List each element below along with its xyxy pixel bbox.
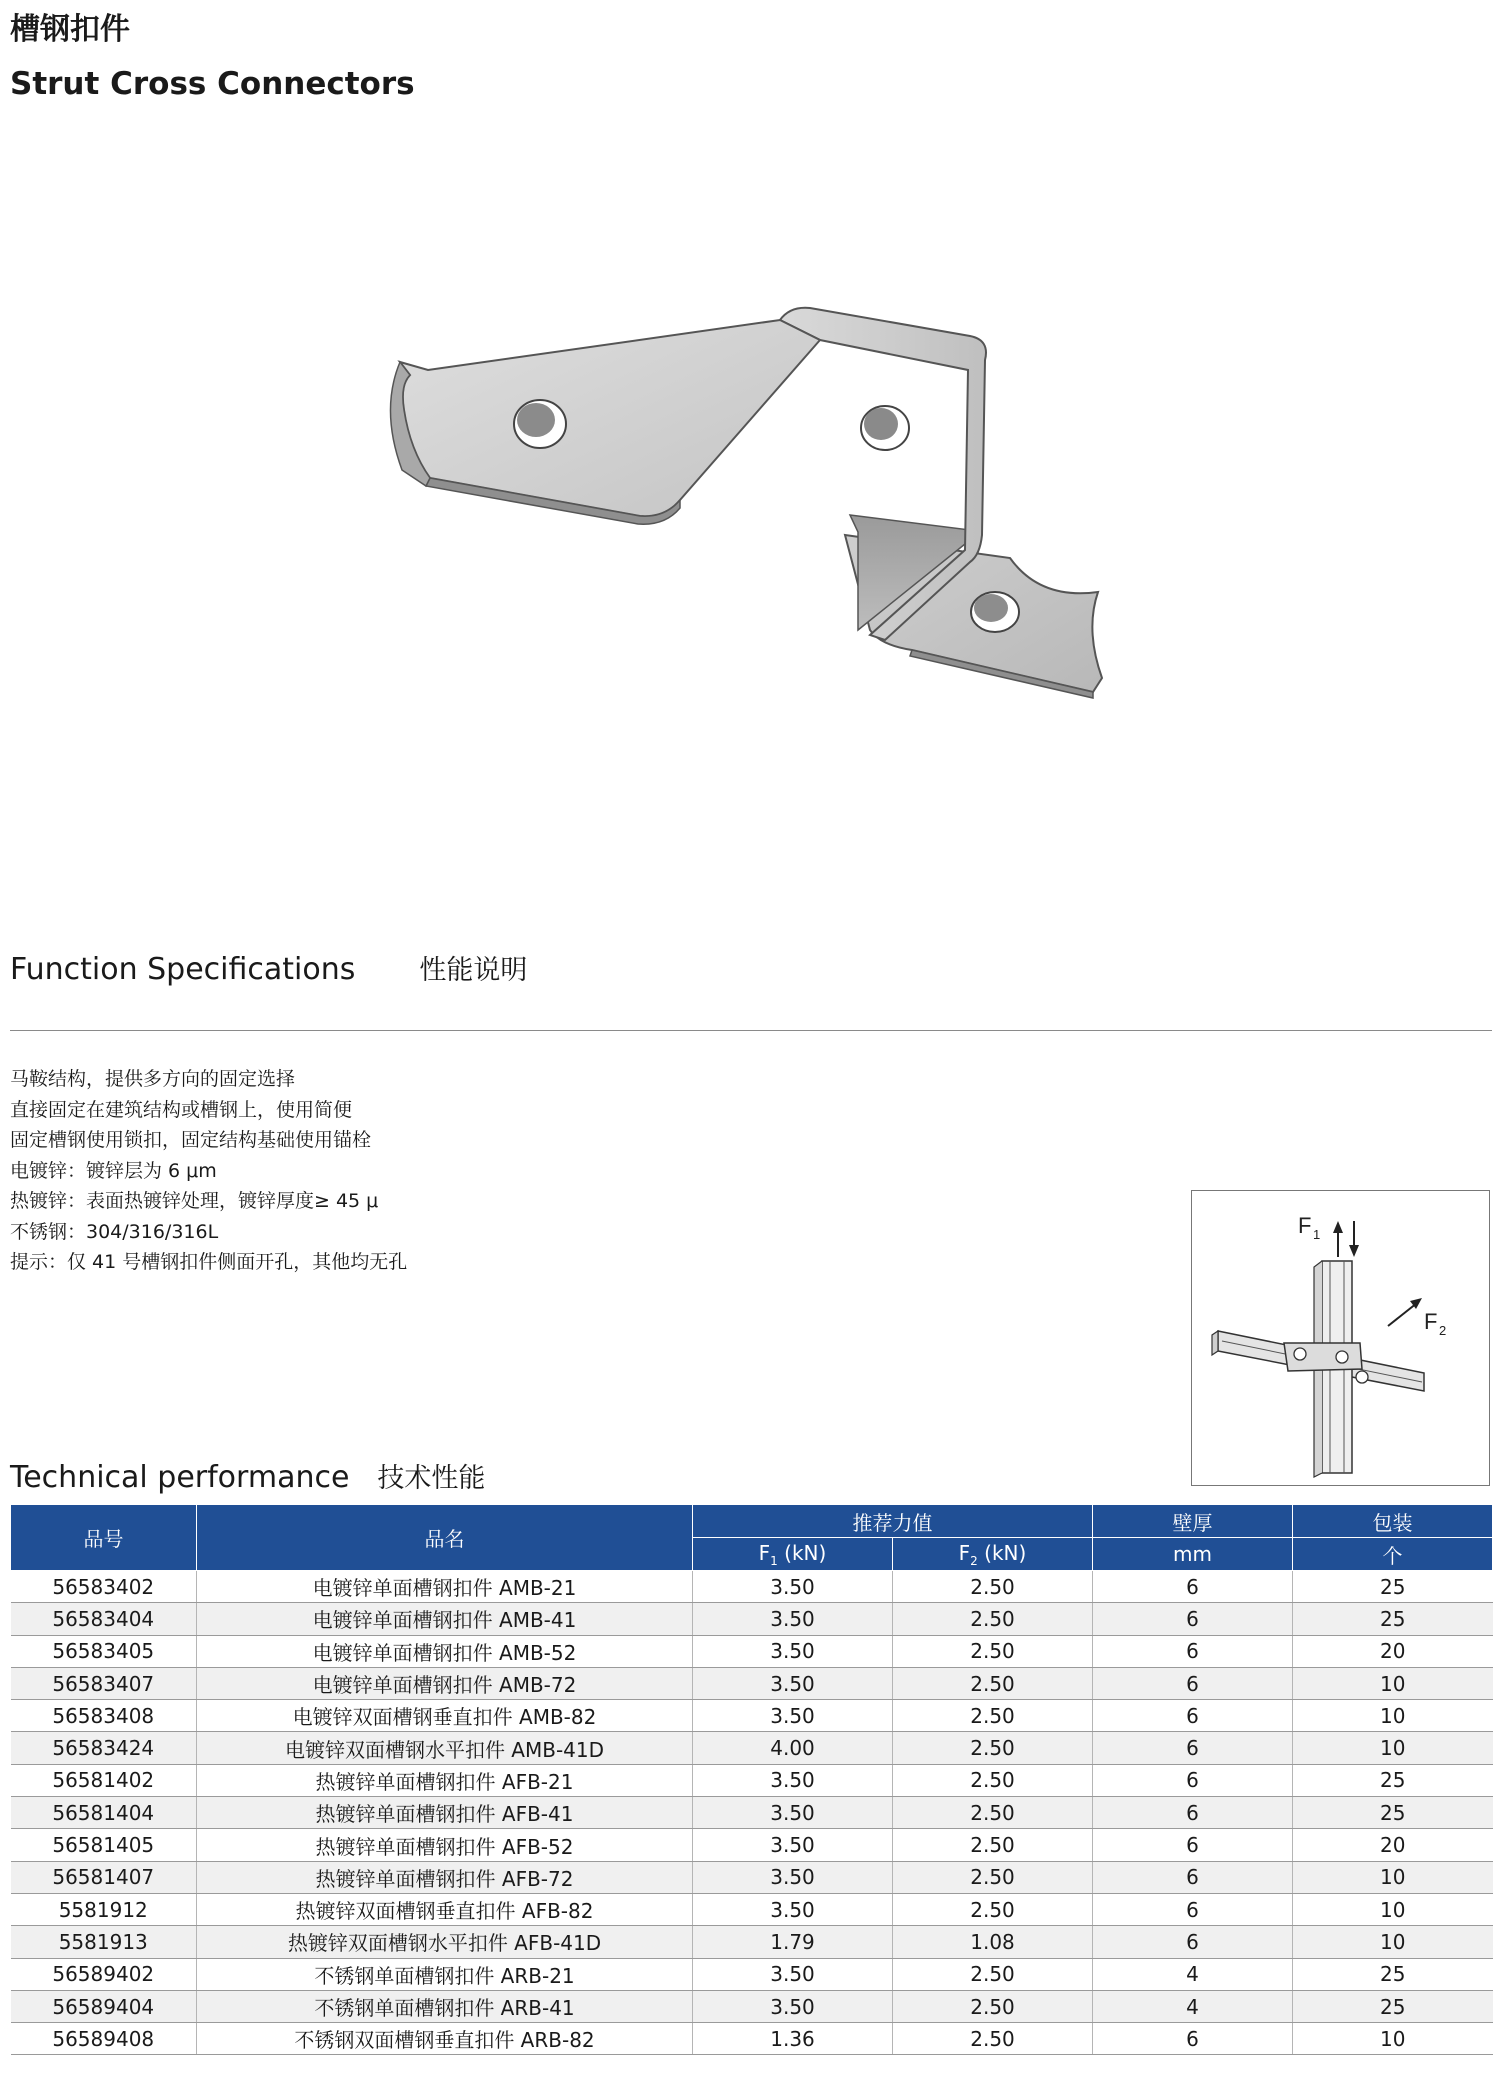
cell-package: 10: [1293, 1893, 1493, 1925]
cell-f1: 3.50: [693, 1635, 893, 1667]
cell-f2: 2.50: [893, 1764, 1093, 1796]
cell-f1: 3.50: [693, 1797, 893, 1829]
f1-sub: 1: [1313, 1227, 1321, 1242]
cell-name: 电镀锌单面槽钢扣件 AMB-72: [197, 1667, 693, 1699]
cell-package: 25: [1293, 1797, 1493, 1829]
header-thickness-unit: mm: [1093, 1538, 1293, 1571]
cell-package: 25: [1293, 1990, 1493, 2022]
table-row: [11, 1603, 1493, 1635]
cell-package: 10: [1293, 2023, 1493, 2055]
cell-name: 电镀锌双面槽钢水平扣件 AMB-41D: [197, 1732, 693, 1764]
table-row: [11, 1635, 1493, 1667]
cell-package: 25: [1293, 1764, 1493, 1796]
cell-name: 热镀锌单面槽钢扣件 AFB-72: [197, 1861, 693, 1893]
cell-thickness: 6: [1093, 1667, 1293, 1699]
table-row: [11, 1667, 1493, 1699]
connector-product-image: [380, 300, 1160, 760]
spec-line: 提示：仅 41 号槽钢扣件侧面开孔，其他均无孔: [10, 1251, 408, 1273]
technical-heading-en: Technical performance: [10, 1460, 350, 1495]
cell-f2: 2.50: [893, 1603, 1093, 1635]
cell-code: 56589408: [11, 2023, 197, 2055]
cell-name: 热镀锌单面槽钢扣件 AFB-52: [197, 1829, 693, 1861]
cell-f2: 1.08: [893, 1926, 1093, 1958]
cell-name: 热镀锌单面槽钢扣件 AFB-41: [197, 1797, 693, 1829]
header-f1: [693, 1538, 893, 1571]
cell-thickness: 6: [1093, 1829, 1293, 1861]
cell-package: 10: [1293, 1732, 1493, 1764]
cell-name: 热镀锌双面槽钢水平扣件 AFB-41D: [197, 1926, 693, 1958]
table-header-row: [11, 1505, 1493, 1538]
cell-name: 电镀锌单面槽钢扣件 AMB-41: [197, 1603, 693, 1635]
table-row: [11, 1926, 1493, 1958]
f2-label: F: [1424, 1309, 1438, 1334]
cell-name: 电镀锌单面槽钢扣件 AMB-21: [197, 1571, 693, 1603]
table-row: [11, 1764, 1493, 1796]
cell-f2: 2.50: [893, 1635, 1093, 1667]
load-diagram-drawing: [1192, 1191, 1488, 1484]
table-row: [11, 1958, 1493, 1990]
cell-name: 电镀锌双面槽钢垂直扣件 AMB-82: [197, 1700, 693, 1732]
table-row: [11, 1861, 1493, 1893]
cell-package: 10: [1293, 1700, 1493, 1732]
header-load: 推荐力值: [693, 1505, 1093, 1538]
cell-code: 56583408: [11, 1700, 197, 1732]
cell-thickness: 6: [1093, 1764, 1293, 1796]
header-name: 品名: [197, 1505, 693, 1571]
cell-f2: 2.50: [893, 1958, 1093, 1990]
cell-f1: 3.50: [693, 1603, 893, 1635]
table-row: [11, 1571, 1493, 1603]
spec-line: 直接固定在建筑结构或槽钢上，使用简便: [10, 1098, 353, 1121]
cell-package: 25: [1293, 1958, 1493, 1990]
cell-f2: 2.50: [893, 1700, 1093, 1732]
cell-code: 56581405: [11, 1829, 197, 1861]
cell-code: 5581912: [11, 1893, 197, 1925]
technical-heading-cn: 技术性能: [377, 1463, 486, 1494]
cell-name: 不锈钢单面槽钢扣件 ARB-21: [197, 1958, 693, 1990]
cell-f1: 3.50: [693, 1958, 893, 1990]
cell-thickness: 6: [1093, 1700, 1293, 1732]
spec-line: 电镀锌：镀锌层为 6 μm: [10, 1159, 217, 1182]
cell-package: 20: [1293, 1635, 1493, 1667]
cell-package: 10: [1293, 1861, 1493, 1893]
cell-code: 56581404: [11, 1797, 197, 1829]
header-f2-unit: (kN): [977, 1540, 1027, 1565]
function-specifications-heading: [10, 948, 527, 993]
cell-name: 热镀锌双面槽钢垂直扣件 AFB-82: [197, 1893, 693, 1925]
page-title-en: Strut Cross Connectors: [10, 66, 415, 102]
cell-f1: 1.79: [693, 1926, 893, 1958]
cell-thickness: 6: [1093, 1893, 1293, 1925]
cell-f2: 2.50: [893, 1667, 1093, 1699]
table-row: [11, 2023, 1493, 2055]
cell-thickness: 6: [1093, 1635, 1293, 1667]
table-row: [11, 1797, 1493, 1829]
page-title-cn: 槽钢扣件: [10, 12, 130, 47]
cell-name: 不锈钢双面槽钢垂直扣件 ARB-82: [197, 2023, 693, 2055]
cell-package: 25: [1293, 1571, 1493, 1603]
cell-package: 25: [1293, 1603, 1493, 1635]
function-heading-en: Function Specifications: [10, 952, 356, 987]
cell-f1: 1.36: [693, 2023, 893, 2055]
cell-f2: 2.50: [893, 1990, 1093, 2022]
spec-line: 不锈钢：304/316/316L: [10, 1220, 219, 1243]
header-f2-sub: 2: [970, 1553, 978, 1568]
cell-code: 56581402: [11, 1764, 197, 1796]
cell-code: 56583402: [11, 1571, 197, 1603]
cell-code: 56589404: [11, 1990, 197, 2022]
f2-sub: 2: [1439, 1323, 1447, 1338]
cell-f2: 2.50: [893, 2023, 1093, 2055]
header-f1-main: F: [758, 1540, 771, 1565]
cell-code: 56589402: [11, 1958, 197, 1990]
cell-thickness: 6: [1093, 1732, 1293, 1764]
table-row: [11, 1732, 1493, 1764]
header-f2: [893, 1538, 1093, 1571]
cell-f1: 3.50: [693, 1571, 893, 1603]
cell-code: 56581407: [11, 1861, 197, 1893]
cell-thickness: 4: [1093, 1958, 1293, 1990]
spec-line: 固定槽钢使用锁扣，固定结构基础使用锚栓: [10, 1129, 372, 1151]
cell-f2: 2.50: [893, 1571, 1093, 1603]
cell-code: 56583407: [11, 1667, 197, 1699]
cell-thickness: 6: [1093, 1797, 1293, 1829]
cell-code: 5581913: [11, 1926, 197, 1958]
cell-f1: 3.50: [693, 1990, 893, 2022]
cell-f2: 2.50: [893, 1893, 1093, 1925]
cell-thickness: 6: [1093, 1571, 1293, 1603]
cell-f1: 3.50: [693, 1893, 893, 1925]
cell-code: 56583424: [11, 1732, 197, 1764]
load-diagram: [1191, 1190, 1490, 1486]
header-package: 包装: [1293, 1505, 1493, 1538]
cell-code: 56583404: [11, 1603, 197, 1635]
cell-f1: 3.50: [693, 1667, 893, 1699]
function-heading-cn: 性能说明: [419, 955, 528, 986]
cell-name: 热镀锌单面槽钢扣件 AFB-21: [197, 1764, 693, 1796]
header-thickness: 壁厚: [1093, 1505, 1293, 1538]
spec-line: 马鞍结构，提供多方向的固定选择: [10, 1068, 296, 1090]
cell-f2: 2.50: [893, 1829, 1093, 1861]
cell-package: 10: [1293, 1667, 1493, 1699]
spec-line: 热镀锌：表面热镀锌处理，镀锌厚度≥ 45 μ: [10, 1190, 379, 1212]
cell-f2: 2.50: [893, 1797, 1093, 1829]
header-f1-unit: (kN): [777, 1540, 827, 1565]
cell-f2: 2.50: [893, 1861, 1093, 1893]
cell-thickness: 6: [1093, 1926, 1293, 1958]
header-f1-sub: 1: [770, 1553, 778, 1568]
cell-name: 电镀锌单面槽钢扣件 AMB-52: [197, 1635, 693, 1667]
cell-thickness: 6: [1093, 1861, 1293, 1893]
table-row: [11, 1700, 1493, 1732]
header-f2-main: F: [958, 1540, 971, 1565]
cell-thickness: 4: [1093, 1990, 1293, 2022]
cell-package: 20: [1293, 1829, 1493, 1861]
section-divider: [10, 1030, 1492, 1031]
cell-f1: 4.00: [693, 1732, 893, 1764]
cell-f1: 3.50: [693, 1700, 893, 1732]
table-row: [11, 1829, 1493, 1861]
table-row: [11, 1893, 1493, 1925]
f1-label: F: [1298, 1213, 1312, 1238]
performance-table: [10, 1505, 1493, 2055]
cell-thickness: 6: [1093, 2023, 1293, 2055]
cell-code: 56583405: [11, 1635, 197, 1667]
cell-f1: 3.50: [693, 1764, 893, 1796]
f2-arrow: [1388, 1303, 1417, 1326]
header-code: 品号: [11, 1505, 197, 1571]
cell-f1: 3.50: [693, 1829, 893, 1861]
cell-f2: 2.50: [893, 1732, 1093, 1764]
function-spec-list: [10, 1064, 407, 1278]
cell-package: 10: [1293, 1926, 1493, 1958]
cell-f1: 3.50: [693, 1861, 893, 1893]
table-row: [11, 1990, 1493, 2022]
header-package-unit: 个: [1293, 1538, 1493, 1571]
technical-performance-heading: [10, 1456, 485, 1501]
cell-thickness: 6: [1093, 1603, 1293, 1635]
cell-name: 不锈钢单面槽钢扣件 ARB-41: [197, 1990, 693, 2022]
